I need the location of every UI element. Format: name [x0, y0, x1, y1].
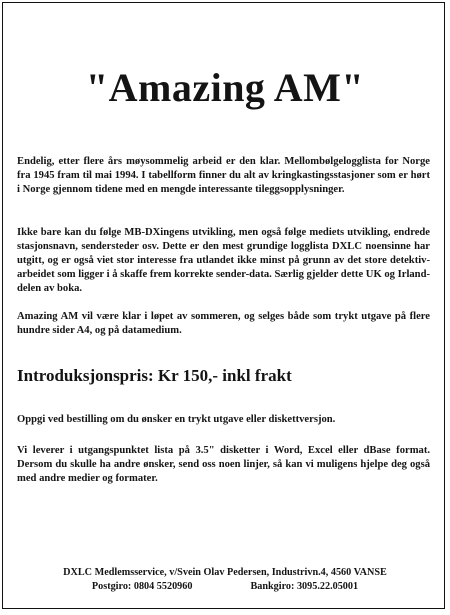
page-title: "Amazing AM" [85, 65, 365, 110]
development-paragraph: Ikke bare kan du følge MB-DXingens utvikling, men også følge mediets utvikling, endrede stasjonsnavn, sendersteder osv. Dette er den mest grundige logglista DXLC noensinne har utgitt, og er også viet stor interesse fra utlandet ikke minst på grunn av det store detektiv-arbeidet som ligger i å skaffe frem korrekte sender-data. Særlig gjelder dette UK og Irland-delen av boka. [17, 227, 430, 294]
order-note-paragraph: Oppgi ved bestilling om du ønsker en trykt utgave eller diskettversjon. [17, 414, 336, 425]
formats-paragraph: Vi leverer i utgangspunktet lista på 3.5" disketter i Word, Excel eller dBase format. Dersom du skulle ha andre ønsker, send oss noen linjer, så kan vi muligens hjelpe deg også med andre medier og formater. [17, 445, 430, 484]
footer-address: DXLC Medlemsservice, v/Svein Olav Pedersen, Industrivn.4, 4560 VANSE [63, 567, 387, 578]
intro-paragraph: Endelig, etter flere års møysommelig arbeid er den klar. Mellombølgelogglista for Norge fra 1945 fram til mai 1994. I tabellform finner du alt av kringkastingsstasjoner som er hørt i Norge gjennom tidene med en mengde interessante tileggsopplysninger. [17, 156, 430, 195]
bankgiro-number: Bankgiro: 3095.22.05001 [250, 581, 359, 592]
postgiro-number: Postgiro: 0804 5520960 [91, 581, 193, 592]
footer-giro-line [0, 581, 450, 592]
availability-paragraph: Amazing AM vil være klar i løpet av sommeren, og selges både som trykt utgave på flere hundre sider A4, og på datamedium. [17, 311, 430, 336]
introductory-price: Introduksjonspris: Kr 150,- inkl frakt [17, 366, 292, 385]
